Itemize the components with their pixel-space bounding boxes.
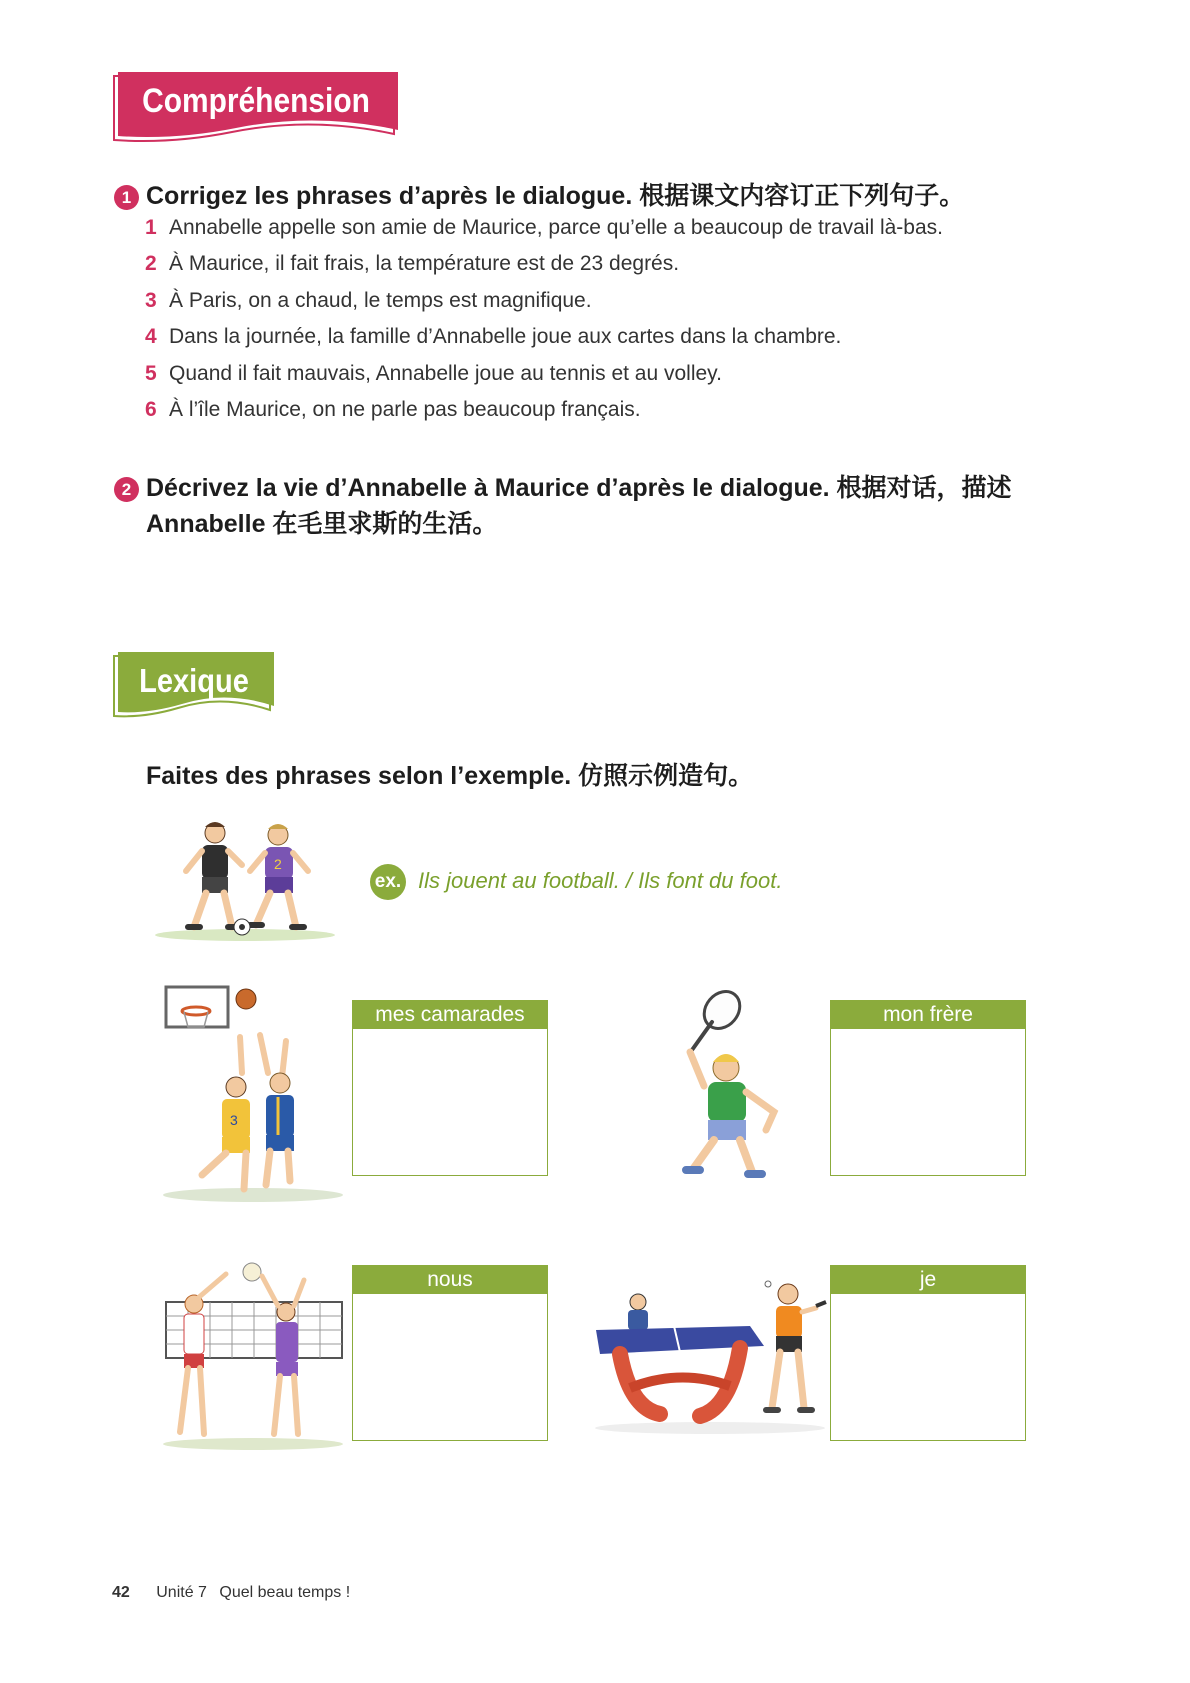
answer-box-nous[interactable] [352,1265,548,1441]
sentence-item [145,325,841,349]
comprehension-title: Compréhension [142,82,370,120]
sentence-text: À Paris, on a chaud, le temps est magnifique. [169,288,592,312]
sentence-number: 6 [145,398,157,421]
sentence-item [145,289,592,313]
basketball-players-illustration [158,985,348,1205]
sentence-number: 3 [145,288,157,312]
sentence-item [145,398,641,422]
exercise-2-instruction-line1: Décrivez la vie d’Annabelle à Maurice d’après le dialogue. 根据对话，描述 [146,474,1012,502]
exercise-2-number: 2 [114,477,139,502]
exercise-1-number: 1 [114,185,139,210]
sentence-text: À Maurice, il fait frais, la température est de 23 degrés. [169,252,680,276]
sentence-item [145,216,943,240]
volleyball-players-illustration [158,1262,348,1452]
svg-text:2: 2 [274,856,282,872]
lexique-title: Lexique [139,662,249,699]
unit-label: Unité 7 [156,1584,207,1601]
answer-box-label: mes camarades [353,1001,547,1029]
football-players-illustration [150,815,340,945]
sentence-number: 4 [145,325,157,349]
lexique-instruction: Faites des phrases selon l’exemple. 仿照示例造句。 [146,762,754,790]
sentence-text: À l’île Maurice, on ne parle pas beaucoup français. [169,398,641,421]
page-footer [112,1584,350,1602]
sentence-number: 2 [145,252,157,276]
sentence-number: 5 [145,361,157,385]
table-tennis-players-illustration [590,1268,830,1438]
exercise-1-instruction: Corrigez les phrases d’après le dialogue. 根据课文内容订正下列句子。 [146,182,965,210]
exercise-2-instruction-line2: Annabelle 在毛里求斯的生活。 [146,510,498,538]
sentence-text: Dans la journée, la famille d’Annabelle joue aux cartes dans la chambre. [169,325,842,349]
answer-box-mon-frere[interactable] [830,1000,1026,1176]
lexique-banner [112,652,276,728]
tennis-player-illustration [656,988,796,1188]
sentence-item [145,252,679,276]
sentence-text: Annabelle appelle son amie de Maurice, parce qu’elle a beaucoup de travail là-bas. [169,216,943,239]
unit-title: Quel beau temps ! [219,1584,351,1601]
answer-box-label: mon frère [831,1001,1025,1029]
sentence-text: Quand il fait mauvais, Annabelle joue au tennis et au volley. [169,361,722,385]
sentence-number: 1 [145,216,157,239]
example-badge: ex. [370,864,406,900]
sentence-item [145,362,722,386]
answer-box-je[interactable] [830,1265,1026,1441]
answer-box-label: je [831,1266,1025,1294]
example-text: Ils jouent au football. / Ils font du foot. [418,868,783,893]
comprehension-banner [112,72,400,152]
answer-box-mes-camarades[interactable] [352,1000,548,1176]
page-number: 42 [112,1584,130,1601]
svg-text:3: 3 [230,1112,238,1128]
answer-box-label: nous [353,1266,547,1294]
